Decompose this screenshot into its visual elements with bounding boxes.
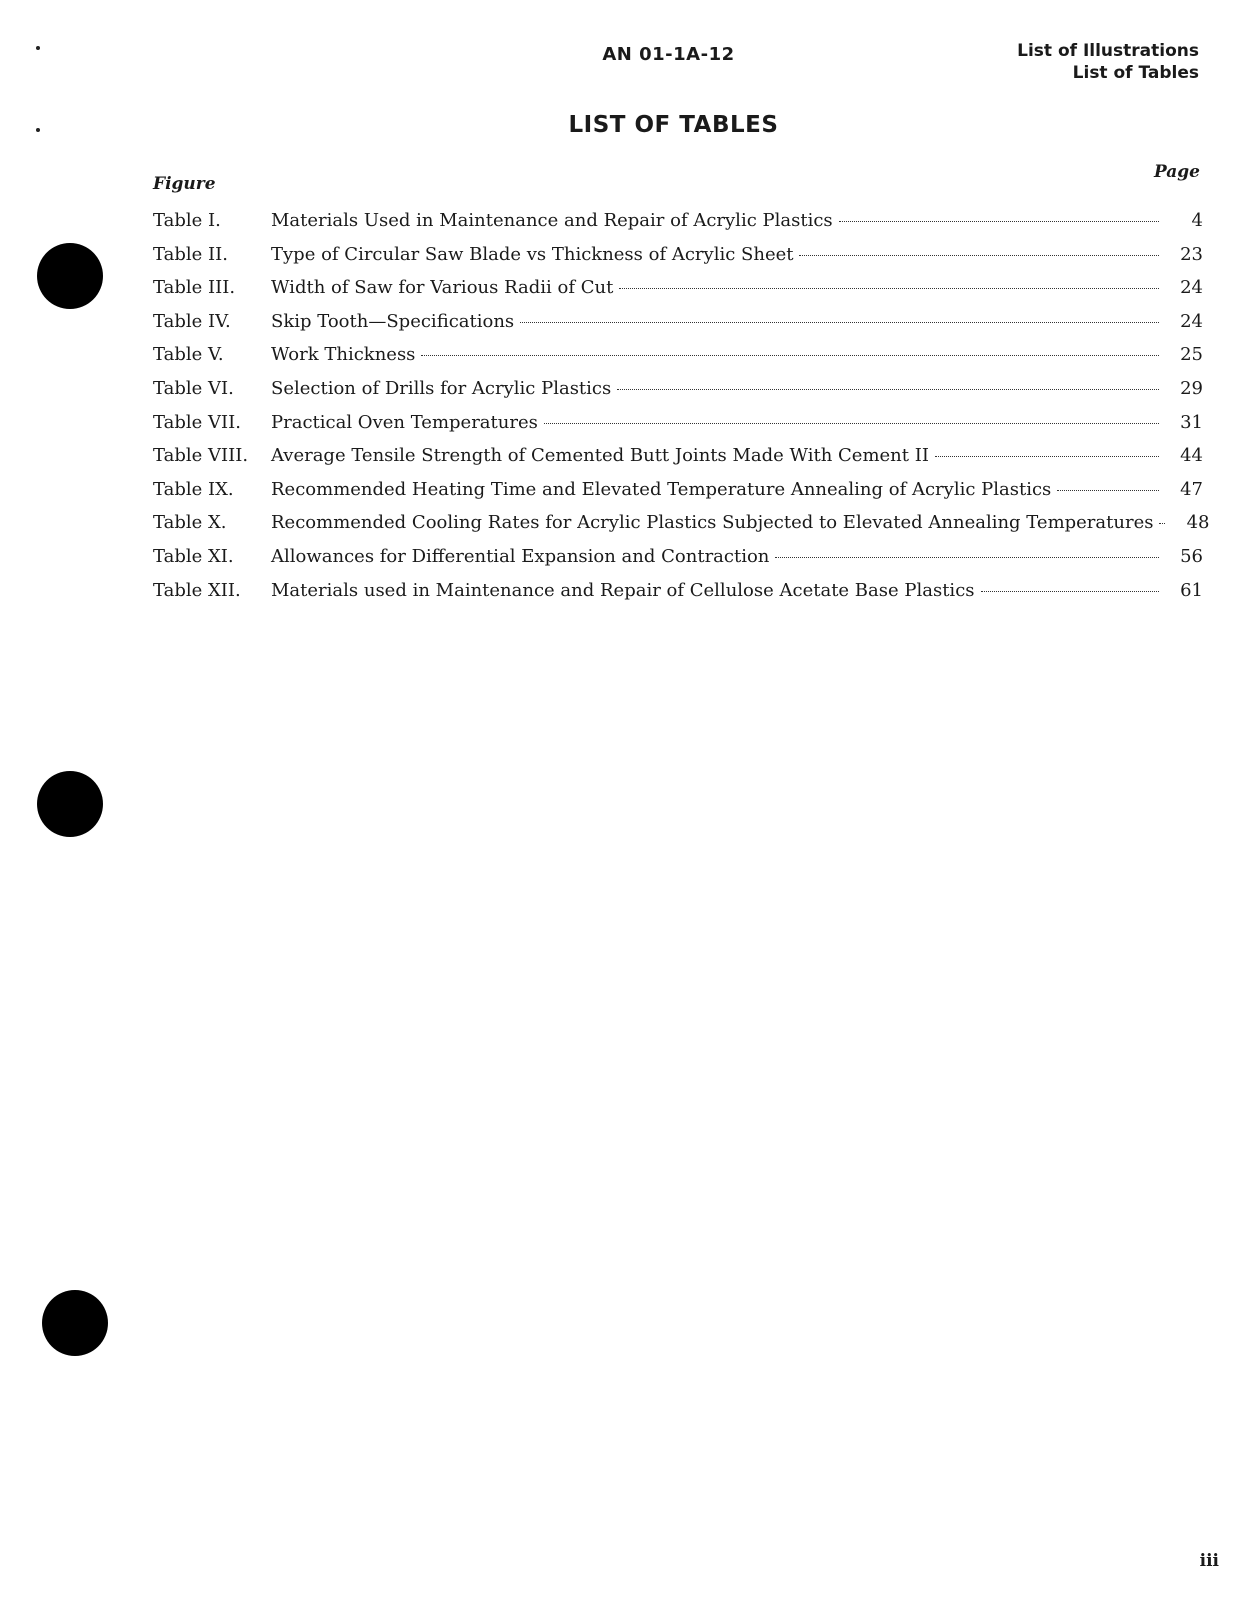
dot-leader (799, 255, 1159, 256)
page-reference: 61 (1180, 579, 1203, 601)
table-number: Table VII. (153, 411, 241, 433)
table-list (153, 210, 1210, 613)
dot-leader (1057, 490, 1159, 491)
page-reference: 56 (1180, 545, 1203, 567)
table-title: Allowances for Differential Expansion and Contraction (271, 545, 770, 567)
running-header-line-1: List of Illustrations (1017, 41, 1199, 61)
table-title: Work Thickness (271, 344, 416, 366)
table-number: Table VI. (153, 377, 234, 399)
list-item (153, 445, 1203, 479)
table-title: Width of Saw for Various Radii of Cut (271, 277, 614, 299)
table-title: Materials Used in Maintenance and Repair of Acrylic Plastics (271, 210, 833, 231)
dot-leader (619, 288, 1159, 289)
list-item (153, 580, 1203, 614)
table-number: Table X. (153, 512, 227, 534)
page-title: LIST OF TABLES (568, 112, 779, 138)
list-item (153, 344, 1203, 378)
table-number: Table IV. (153, 310, 231, 332)
dot-leader (421, 355, 1159, 356)
dot-leader (775, 557, 1159, 558)
page-number: iii (1199, 1551, 1219, 1571)
punch-hole-middle (37, 771, 103, 837)
table-number: Table I. (153, 210, 221, 231)
page-reference: 23 (1180, 243, 1203, 265)
table-title: Practical Oven Temperatures (271, 411, 538, 433)
dot-leader (544, 423, 1159, 424)
list-item (153, 244, 1203, 278)
dot-leader (981, 591, 1159, 592)
punch-hole-bottom (42, 1290, 108, 1356)
running-header (1017, 40, 1199, 84)
table-title: Recommended Cooling Rates for Acrylic Plastics Subjected to Elevated Annealing Temperatures (271, 512, 1154, 534)
page-reference: 24 (1180, 277, 1203, 299)
list-item (153, 277, 1203, 311)
page-reference: 47 (1180, 478, 1203, 500)
page-reference: 24 (1180, 310, 1203, 332)
column-heading-figure: Figure (153, 174, 216, 194)
list-item (153, 311, 1203, 345)
dot-leader (520, 322, 1159, 323)
punch-hole-top (37, 243, 103, 309)
list-item (153, 546, 1203, 580)
table-title: Recommended Heating Time and Elevated Temperature Annealing of Acrylic Plastics (271, 478, 1052, 500)
list-item (153, 479, 1203, 513)
page-reference: 4 (1191, 210, 1203, 231)
table-number: Table VIII. (153, 445, 249, 467)
list-item (153, 378, 1203, 412)
document-id: AN 01-1A-12 (602, 44, 735, 65)
list-item (153, 412, 1203, 446)
page-reference: 44 (1180, 445, 1203, 467)
table-title: Materials used in Maintenance and Repair of Cellulose Acetate Base Plastics (271, 579, 975, 601)
list-item (153, 512, 1210, 546)
page-reference: 48 (1186, 512, 1210, 534)
page-reference: 29 (1180, 377, 1203, 399)
table-number: Table III. (153, 277, 236, 299)
column-heading-page: Page (1153, 162, 1200, 182)
list-item (153, 210, 1203, 244)
table-title: Average Tensile Strength of Cemented Butt Joints Made With Cement II (271, 445, 929, 467)
dot-leader (617, 389, 1159, 390)
table-number: Table IX. (153, 478, 234, 500)
table-number: Table XI. (153, 545, 234, 567)
dot-leader (839, 221, 1159, 222)
table-title: Type of Circular Saw Blade vs Thickness of Acrylic Sheet (271, 243, 794, 265)
dot-leader (935, 456, 1159, 457)
dot-leader (1159, 523, 1165, 524)
page-reference: 31 (1180, 411, 1203, 433)
table-number: Table V. (153, 344, 224, 366)
table-title: Selection of Drills for Acrylic Plastics (271, 377, 612, 399)
table-title: Skip Tooth—Specifications (271, 310, 515, 332)
page-reference: 25 (1180, 344, 1203, 366)
running-header-line-2: List of Tables (1072, 63, 1199, 83)
table-number: Table XII. (153, 579, 241, 601)
table-number: Table II. (153, 243, 228, 265)
